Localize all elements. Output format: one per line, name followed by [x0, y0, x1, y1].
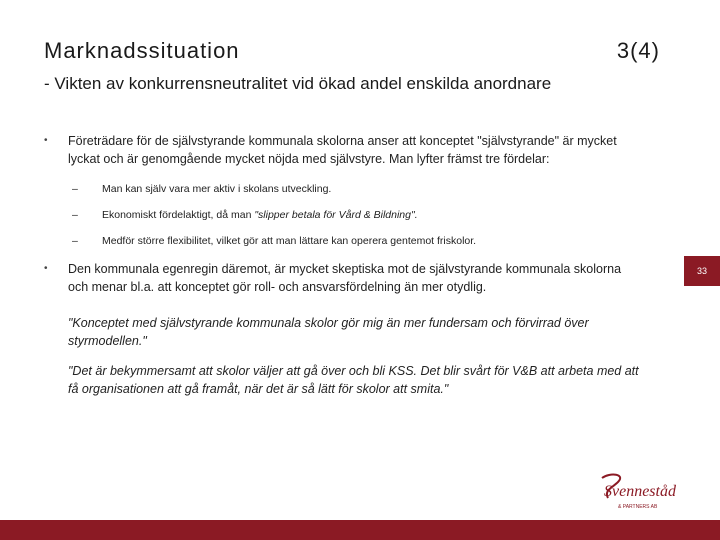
bullet-item [44, 132, 644, 168]
company-logo [596, 468, 696, 518]
logo-subtext: & PARTNERS AB [618, 504, 658, 510]
bullet-marker: • [44, 135, 48, 146]
sub-item-text: Man kan själv vara mer aktiv i skolans utveckling. [102, 183, 332, 195]
sub-item-text: Ekonomiskt fördelaktigt, då man [102, 209, 255, 221]
logo-text: Svenneståd [604, 483, 676, 500]
quote-text: "Konceptet med självstyrande kommunala skolor gör mig än mer fundersam och förvirrad över styrmodellen." [68, 316, 589, 348]
quote-text: "Det är bekymmersamt att skolor väljer att gå över och bli KSS. Det blir svårt för V&B att arbeta med att få organisationen att gå framåt, när det är så lätt för skolor att smita." [68, 364, 639, 396]
dash-marker: – [72, 209, 78, 221]
slide-content [44, 132, 644, 398]
page-subtitle: - Vikten av konkurrensneutralitet vid ökad andel enskilda anordnare [44, 74, 552, 93]
side-page-badge: 33 [684, 256, 720, 286]
sub-list-item [44, 234, 644, 248]
page-number: 3(4) [616, 38, 660, 63]
bullet-text: Den kommunala egenregin däremot, är mycket skeptiska mot de självstyrande kommunala skolorna och menar bl.a. att konceptet gör roll- och ansvarsfördelning än mer otydlig. [68, 262, 622, 294]
page-title: Marknadssituation [44, 38, 240, 63]
bullet-item [44, 260, 644, 296]
bullet-marker: • [44, 263, 48, 274]
dash-marker: – [72, 235, 78, 247]
footer-bar [0, 520, 720, 540]
sub-list [44, 182, 644, 248]
sub-list-item [44, 182, 644, 196]
sub-item-text: Medför större flexibilitet, vilket gör att man lättare kan operera gentemot friskolor. [102, 235, 477, 247]
sub-list-item [44, 208, 644, 222]
sub-item-quote: "slipper betala för Vård & Bildning". [254, 209, 418, 221]
bullet-text: Företrädare för de självstyrande kommunala skolorna anser att konceptet "självstyrande" är mycket lyckat och är genomgående mycket nöjda med självstyre. Man lyfter främst tre fördelar: [68, 134, 617, 166]
dash-marker: – [72, 183, 78, 195]
